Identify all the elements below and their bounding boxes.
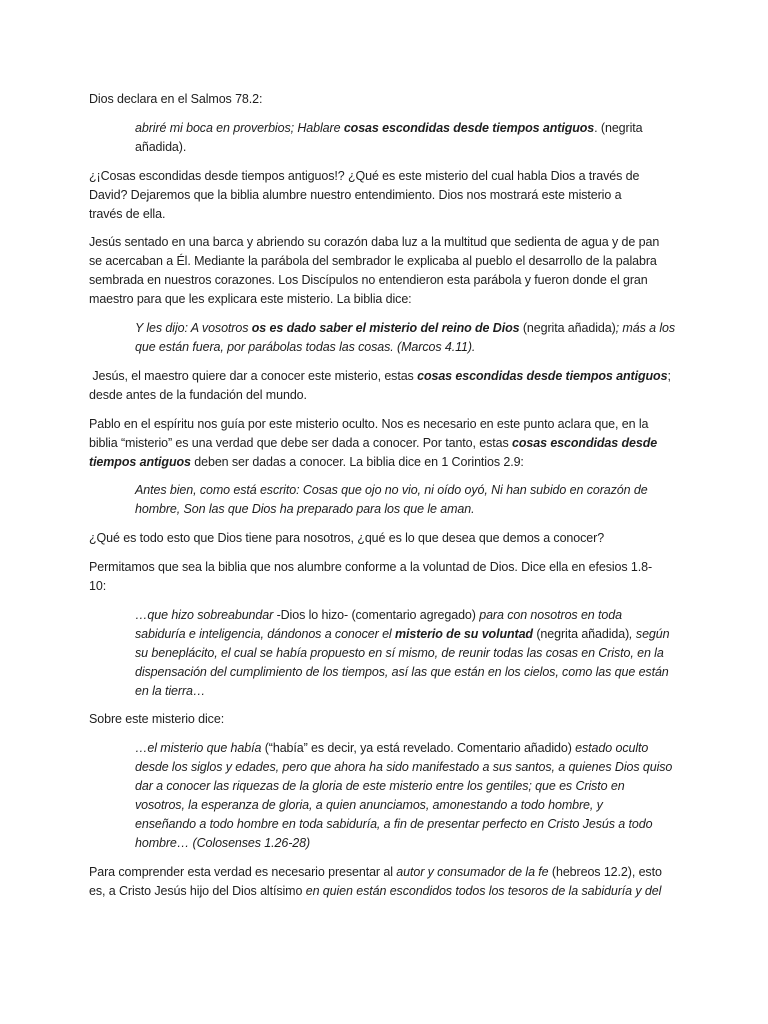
paragraph	[89, 90, 768, 109]
text-line	[89, 386, 768, 405]
block-quote	[135, 119, 768, 157]
text-line	[135, 625, 768, 644]
italic-text: vosotros, la esperanza de gloria, a quien anunciamos, amonestando a todo hombre, y	[135, 798, 603, 812]
text-run: Jesús sentado en una barca y abriendo su corazón daba luz a la multitud que sedienta de agua y de pan	[89, 235, 660, 250]
text-run: Para comprender esta verdad es necesario presentar al	[89, 864, 397, 879]
text-run: biblia “misterio” es una verdad que debe ser dada a conocer. Por tanto, estas	[89, 435, 513, 450]
italic-text: su beneplácito, el cual se había propuesto en sí mismo, de reunir todas las cosas en Cristo, en la	[135, 645, 664, 660]
text-line	[89, 577, 768, 596]
text-run: Pablo en el espíritu nos guía por este misterio oculto. Nos es necesario en este punto aclara que, en la	[89, 416, 649, 431]
text-line	[89, 367, 768, 386]
paragraph	[89, 415, 768, 472]
text-run: . (negrita	[594, 120, 643, 135]
italic-text: dar a conocer las riquezas de la gloria de este misterio entre los gentiles; que es Cristo en	[135, 779, 625, 793]
italic-text: abriré mi boca en proverbios; Hablare	[135, 120, 344, 135]
italic-text: en quien están escondidos todos los tesoros de la sabiduría y del	[305, 883, 662, 898]
italic-text: autor y consumador de la fe	[396, 864, 549, 879]
text-run: maestro para que les explicara este misterio. La biblia dice:	[89, 292, 412, 307]
text-run: se acercaban a Él. Mediante la parábola del sembrador le explicaba al pueblo el desarrollo de la palabra	[89, 254, 657, 269]
paragraph	[89, 529, 768, 548]
text-run: 10:	[89, 578, 107, 593]
italic-text: estado oculto	[575, 741, 649, 755]
text-run: Dios declara en el Salmos 78.2:	[89, 92, 263, 106]
text-line	[89, 710, 768, 729]
text-run: Permitamos que sea la biblia que nos alumbre conforme a la voluntad de Dios. Dice ella en efesios 1.8-	[89, 559, 653, 574]
text-line	[89, 453, 768, 472]
paragraph	[89, 167, 768, 224]
text-run: David? Dejaremos que la biblia alumbre nuestro entendimiento. Dios nos mostrará este misterio a	[89, 187, 622, 202]
text-line	[135, 758, 768, 777]
text-line	[89, 233, 768, 252]
text-line	[135, 777, 768, 796]
paragraph	[89, 863, 768, 901]
block-quote	[135, 481, 768, 519]
text-run: Jesús, el maestro quiere dar a conocer este misterio, estas	[89, 368, 418, 383]
text-run: (negrita añadida)	[532, 626, 630, 641]
block-quote	[135, 606, 768, 701]
text-run: desde antes de la fundación del mundo.	[89, 387, 307, 402]
text-run: añadida).	[135, 139, 187, 154]
text-line	[135, 663, 768, 682]
text-line	[135, 606, 768, 625]
italic-text: Y les dijo: A vosotros	[135, 321, 252, 335]
text-run: sembrada en nuestros corazones. Los Discípulos no entendieron esta parábola y fueron donde el gran	[89, 273, 648, 288]
text-line	[135, 815, 768, 834]
text-run: (hebreos 12.2), esto	[548, 864, 662, 879]
bold-italic-text: cosas escondidas desde tiempos antiguos	[417, 368, 668, 383]
italic-text: en la tierra…	[135, 683, 206, 698]
text-run: (negrita añadida)	[519, 321, 616, 335]
text-line	[89, 90, 768, 109]
italic-text: sabiduría e inteligencia, dándonos a conocer el	[135, 626, 395, 641]
italic-text: que están fuera, por parábolas todas las cosas. (Marcos 4.11).	[135, 340, 476, 354]
bold-italic-text: tiempos antiguos	[89, 454, 191, 469]
bold-italic-text: os es dado saber el misterio del reino de Dios	[251, 321, 520, 335]
italic-text: hombre, Son las que Dios ha preparado para los que le aman.	[135, 502, 475, 517]
block-quote	[135, 739, 768, 853]
text-line	[89, 558, 768, 577]
text-line	[135, 119, 768, 138]
text-line	[135, 138, 768, 157]
italic-text: hombre… (Colosenses 1.26-28)	[135, 836, 311, 850]
text-run: es, a Cristo Jesús hijo del Dios altísimo	[89, 883, 306, 898]
text-line	[89, 863, 768, 882]
text-line	[89, 415, 768, 434]
text-line	[135, 644, 768, 663]
bold-italic-text: cosas escondidas desde tiempos antiguos	[343, 120, 595, 135]
bold-italic-text: cosas escondidas desde	[512, 435, 658, 450]
paragraph	[89, 233, 768, 309]
italic-text: para con nosotros en toda	[479, 607, 622, 622]
text-line	[135, 834, 768, 853]
text-line	[89, 252, 768, 271]
italic-text: desde los siglos y edades, pero que ahora ha sido manifestado a sus santos, a quienes Dios quiso	[135, 760, 673, 774]
text-line	[135, 338, 768, 357]
text-run: (“había” es decir, ya está revelado. Comentario añadido)	[264, 741, 576, 755]
text-line	[89, 167, 768, 186]
italic-text: Antes bien, como está escrito: Cosas que ojo no vio, ni oído oyó, Ni han subido en corazón de	[135, 483, 648, 498]
italic-text: …que hizo sobreabundar	[135, 607, 277, 622]
text-line	[89, 205, 768, 224]
text-line	[89, 529, 768, 548]
text-line	[89, 434, 768, 453]
italic-text: , según	[629, 626, 670, 641]
text-line	[135, 500, 768, 519]
text-line	[89, 186, 768, 205]
paragraph	[89, 558, 768, 596]
text-line	[89, 882, 768, 901]
text-run: -Dios lo hizo- (comentario agregado)	[276, 607, 480, 622]
text-line	[135, 682, 768, 701]
text-line	[135, 739, 768, 758]
text-line	[135, 796, 768, 815]
paragraph	[89, 710, 768, 729]
text-line	[89, 271, 768, 290]
text-line	[135, 481, 768, 500]
italic-text: dispensación del cumplimiento de los tiempos, así las que están en los cielos, como las que están	[135, 664, 669, 679]
text-line	[89, 290, 768, 309]
text-run: través de ella.	[89, 206, 166, 221]
text-run: ¿Qué es todo esto que Dios tiene para nosotros, ¿qué es lo que desea que demos a conocer?	[89, 531, 605, 545]
italic-text: ; más a los	[615, 321, 675, 335]
text-run: ;	[667, 368, 671, 383]
text-line	[135, 319, 768, 338]
text-run: Sobre este misterio dice:	[89, 712, 225, 727]
italic-text: …el misterio que había	[135, 741, 265, 755]
block-quote	[135, 319, 768, 357]
text-run: ¿¡Cosas escondidas desde tiempos antiguos!? ¿Qué es este misterio del cual habla Dios a través de	[89, 168, 640, 183]
paragraph	[89, 367, 768, 405]
italic-text: enseñando a todo hombre en toda sabiduría, a fin de presentar perfecto en Cristo Jesús a todo	[135, 817, 653, 831]
bold-italic-text: misterio de su voluntad	[394, 626, 533, 641]
text-run: deben ser dadas a conocer. La biblia dice en 1 Corintios 2.9:	[190, 454, 524, 469]
